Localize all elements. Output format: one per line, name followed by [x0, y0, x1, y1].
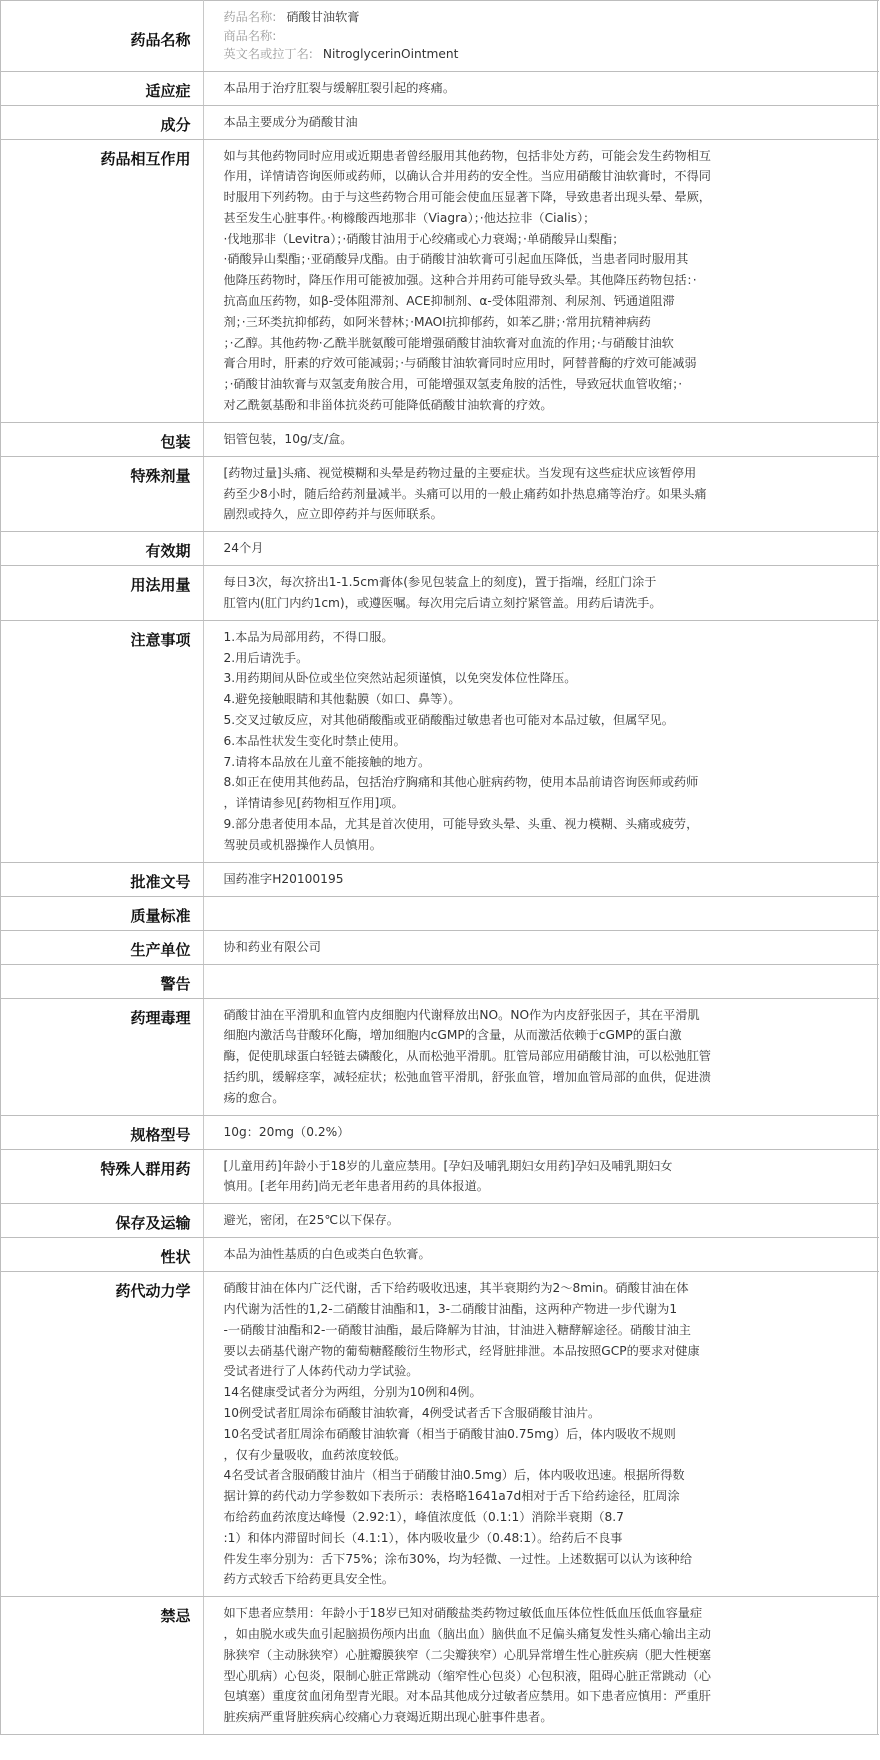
- row-text: 每日3次，每次挤出1-1.5cm膏体(参见包装盒上的刻度)，置于指端，经肛门涂于 肛管内(肛门内约1cm)，或遵医嘱。每次用完后请立刻拧紧管盖。用药后请洗手。: [223, 575, 662, 611]
- info-row: [1, 1597, 879, 1735]
- row-label: 有效期: [1, 532, 203, 566]
- row-text: 如下患者应禁用：年龄小于18岁已知对硝酸盐类药物过敏低血压体位性低血压低血容量症 ，如由脱水或失血引起脑损伤颅内出血（脑出血）脑供血不足偏头痛复发性头痛心输出主动 脉狭窄（主动脉狭窄）心脏瓣膜狭窄（二尖瓣狭窄）心肌异常增生性心脏疾病（肥大性梗塞 型心肌病）心包炎，限制心脏正常跳动（缩窄性心包炎）心包积液，阻碍心脏正常跳动（心 包填塞）重度贫血闭角型青光眼。对本品其他成分过敏者应禁用。如下患者应慎用：严重肝 脏疾病严重肾脏疾病心绞痛心力衰竭近期出现心脏事件患者。: [223, 1606, 711, 1725]
- row-value: [203, 71, 879, 105]
- row-label: 质量标准: [1, 896, 203, 930]
- name-key: 英文名或拉丁名:: [223, 47, 313, 61]
- row-value: [203, 1204, 879, 1238]
- drug-info-table: [1, 0, 879, 1735]
- row-label: 保存及运输: [1, 1204, 203, 1238]
- name-key: 商品名称:: [223, 28, 277, 43]
- row-value: [203, 1115, 879, 1149]
- row-text: [药物过量]头痛、视觉模糊和头晕是药物过量的主要症状。当发现有这些症状应该暂停用 药至少8小时，随后给药剂量减半。头痛可以用的一般止痛药如扑热息痛等治疗。如果头痛 剧烈或持久，应立即停药并与医师联系。: [223, 465, 707, 522]
- row-text: 本品为油性基质的白色或类白色软膏。: [223, 1247, 431, 1262]
- name-key: 药品名称:: [223, 10, 277, 24]
- row-text: 本品主要成分为硝酸甘油: [223, 114, 358, 129]
- info-row: [1, 532, 879, 566]
- name-value: NitroglycerinOintment: [322, 47, 459, 61]
- row-label: 注意事项: [1, 620, 203, 862]
- row-text: 铝管包装，10g/支/盒。: [223, 431, 353, 446]
- drug-info-body: [1, 1, 879, 1735]
- info-row: [1, 964, 879, 998]
- name-line: [224, 8, 870, 27]
- info-row: [1, 1115, 879, 1149]
- info-row: [1, 1149, 879, 1204]
- row-value: [203, 456, 879, 531]
- row-text: 10g：20mg（0.2%）: [223, 1124, 350, 1139]
- row-value: [203, 139, 879, 422]
- info-row: [1, 896, 879, 930]
- row-label: 性状: [1, 1238, 203, 1272]
- row-text: [儿童用药]年龄小于18岁的儿童应禁用。[孕妇及哺乳期妇女用药]孕妇及哺乳期妇女 慎用。[老年用药]尚无老年患者用药的具体报道。: [223, 1158, 673, 1194]
- row-label: 警告: [1, 964, 203, 998]
- name-line: [224, 27, 870, 46]
- row-value: [203, 930, 879, 964]
- row-label: 包装: [1, 422, 203, 456]
- row-value: [203, 862, 879, 896]
- info-row: [1, 105, 879, 139]
- row-text: [224, 903, 870, 923]
- name-value: 硝酸甘油软膏: [286, 10, 360, 24]
- row-text: 避光，密闭，在25℃以下保存。: [223, 1213, 399, 1228]
- row-text: 本品用于治疗肛裂与缓解肛裂引起的疼痛。: [223, 80, 456, 95]
- row-label: 药理毒理: [1, 998, 203, 1115]
- info-row: [1, 566, 879, 621]
- info-row: [1, 139, 879, 422]
- info-row: [1, 422, 879, 456]
- row-text: 1.本品为局部用药，不得口服。 2.用后请洗手。 3.用药期间从卧位或坐位突然站起须谨慎，以免突发体位性降压。 4.避免接触眼睛和其他黏膜（如口、鼻等）。 5.交叉过敏反应，对其他硝酸酯或亚硝酸酯过敏患者也可能对本品过敏，但属罕见。 6.本品性状发生变化时禁止使用。 7.请将本品放在儿童不能接触的地方。 8.如正在使用其他药品，包括治疗胸痛和其他心脏病药物，使用本品前请咨询医师或药师 ，详情请参见[药物相互作用]项。 9.部分患者使用本品，尤其是首次使用，可能导致头晕、头重、视力模糊、头痛或疲劳， 驾驶员或机器操作人员慎用。: [223, 629, 699, 852]
- row-text: 国药准字H20100195: [223, 871, 344, 886]
- row-value: [203, 998, 879, 1115]
- row-label: 适应症: [1, 71, 203, 105]
- row-value: [203, 896, 879, 930]
- row-value: [203, 620, 879, 862]
- row-text: 协和药业有限公司: [223, 939, 321, 954]
- row-label: 药品名称: [1, 1, 203, 72]
- info-row: [1, 930, 879, 964]
- name-line: [224, 45, 870, 64]
- row-value: [203, 1, 879, 72]
- row-label: 生产单位: [1, 930, 203, 964]
- row-text: 硝酸甘油在体内广泛代谢，舌下给药吸收迅速，其半衰期约为2～8min。硝酸甘油在体 内代谢为活性的1,2-二硝酸甘油酯和1，3-二硝酸甘油酯，这两种产物进一步代谢为1 -一硝酸甘油酯和2-一硝酸甘油酯，最后降解为甘油，甘油进入糖酵解途径。硝酸甘油主 要以去硝基代谢产物的葡萄糖醛酸衍生物形式，经肾脏排泄。本品按照GCP的要求对健康 受试者进行了人体药代动力学试验。 14名健康受试者分为两组，分别为10例和4例。 10例受试者肛周涂布硝酸甘油软膏，4例受试者舌下含服硝酸甘油片。 10名受试者肛周涂布硝酸甘油软膏（相当于硝酸甘油0.75mg）后，体内吸收不规则 ，仅有少量吸收，血药浓度较低。 4名受试者含服硝酸甘油片（相当于硝酸甘油0.5mg）后，体内吸收迅速。根据所得数 据计算的药代动力学参数如下表所示：表格略1641a7d相对于舌下给药途径，肛周涂 布给药血药浓度达峰慢（2.92:1），峰值浓度低（0.1:1）消除半衰期（8.7 :1）和体内滞留时间长（4.1:1），体内吸收量少（0.48:1）。给药后不良事 件发生率分别为：舌下75%；涂布30%，均为轻微、一过性。上述数据可以认为该种给 药方式较舌下给药更具安全性。: [223, 1281, 700, 1587]
- row-label: 药品相互作用: [1, 139, 203, 422]
- row-label: 批准文号: [1, 862, 203, 896]
- row-value: [203, 1238, 879, 1272]
- row-text: 硝酸甘油在平滑肌和血管内皮细胞内代谢释放出NO。NO作为内皮舒张因子，其在平滑肌 细胞内激活鸟苷酸环化酶，增加细胞内cGMP的含量，从而激活依赖于cGMP的蛋白激 酶，促使肌球蛋白轻链去磷酸化，从而松弛平滑肌。肛管局部应用硝酸甘油，可以松弛肛管 括约肌，缓解痉挛，减轻症状；松弛血管平滑肌，舒张血管，增加血管局部的血供，促进溃 疡的愈合。: [223, 1007, 711, 1105]
- row-label: 禁忌: [1, 1597, 203, 1735]
- row-label: 特殊剂量: [1, 456, 203, 531]
- info-row: [1, 998, 879, 1115]
- info-row: [1, 1238, 879, 1272]
- info-row: [1, 71, 879, 105]
- row-value: [203, 1149, 879, 1204]
- info-row: [1, 456, 879, 531]
- info-row: [1, 620, 879, 862]
- row-value: [203, 566, 879, 621]
- info-row: [1, 862, 879, 896]
- row-text: 如与其他药物同时应用或近期患者曾经服用其他药物，包括非处方药，可能会发生药物相互 作用，详情请咨询医师或药师，以确认合并用药的安全性。当应用硝酸甘油软膏时，不得同 时服用下列药物。由于与这些药物合用可能会使血压显著下降，导致患者出现头晕、晕厥， 甚至发生心脏事件。·枸橼酸西地那非（Viagra）；·他达拉非（Cialis）； ·伐地那非（Levitra）；·硝酸甘油用于心绞痛或心力衰竭；·单硝酸异山梨酯； ·硝酸异山梨酯；·亚硝酸异戊酯。由于硝酸甘油软膏可引起血压降低，当患者同时服用其 他降压药物时，降压作用可能被加强。这种合并用药可能导致头晕。其他降压药物包括：· 抗高血压药物，如β-受体阻滞剂、ACE抑制剂、α-受体阻滞剂、利尿剂、钙通道阻滞 剂；·三环类抗抑郁药，如阿米替林；·MAOI抗抑郁药，如苯乙肼；·常用抗精神病药 ；·乙醇。其他药物·乙酰半胱氨酸可能增强硝酸甘油软膏对血流的作用；·与硝酸甘油软 膏合用时，肝素的疗效可能减弱；·与硝酸甘油软膏同时应用时，阿替普酶的疗效可能减弱 ；·硝酸甘油软膏与双氢麦角胺合用，可能增强双氢麦角胺的活性，导致冠状血管收缩；· 对乙酰氨基酚和非甾体抗炎药可能降低硝酸甘油软膏的疗效。: [223, 148, 711, 413]
- row-value: [203, 532, 879, 566]
- row-value: [203, 1597, 879, 1735]
- info-row: [1, 1204, 879, 1238]
- row-value: [203, 105, 879, 139]
- row-drug-name: [1, 1, 879, 72]
- row-label: 成分: [1, 105, 203, 139]
- row-value: [203, 1272, 879, 1597]
- info-row: [1, 1272, 879, 1597]
- row-label: 用法用量: [1, 566, 203, 621]
- row-label: 规格型号: [1, 1115, 203, 1149]
- row-label: 特殊人群用药: [1, 1149, 203, 1204]
- row-text: 24个月: [223, 541, 264, 556]
- row-value: [203, 964, 879, 998]
- row-text: [224, 971, 870, 991]
- row-label: 药代动力学: [1, 1272, 203, 1597]
- row-value: [203, 422, 879, 456]
